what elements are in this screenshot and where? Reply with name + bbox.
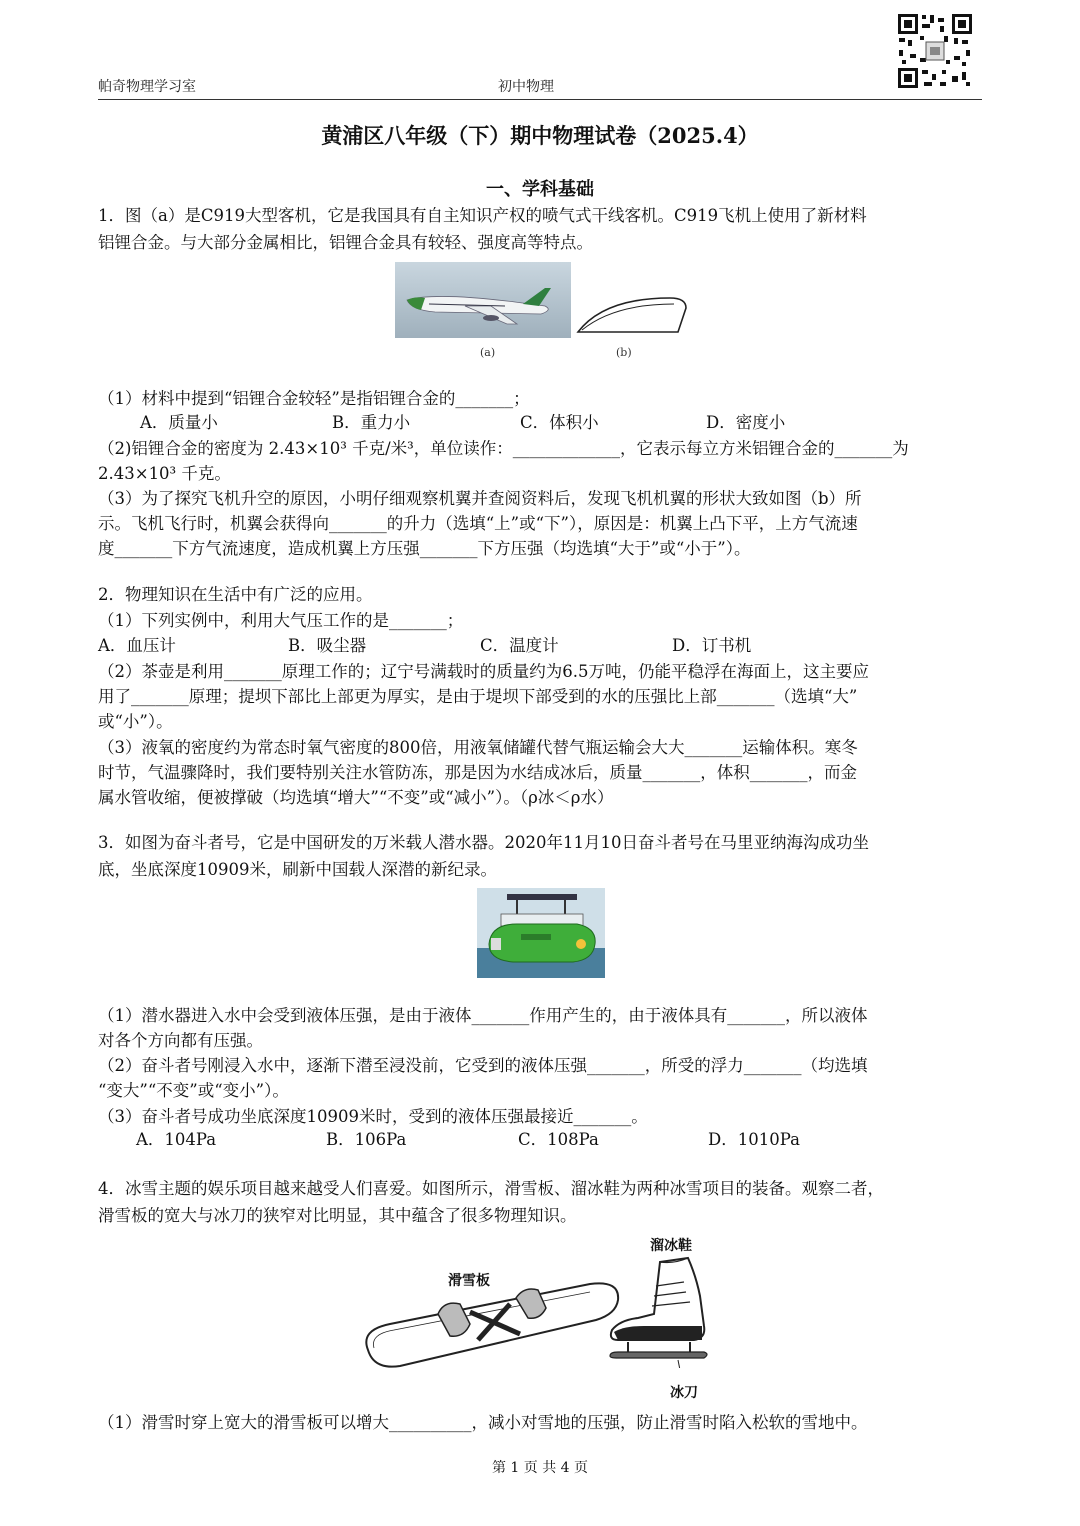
q2-sub3-line3: 属水管收缩，便被撑破（均选填“增大”“不变”或“减小”）。（ρ冰＜ρ水） (98, 788, 614, 807)
q1-sub1: （1）材料中提到“铝锂合金较轻”是指铝锂合金的_______； (98, 389, 530, 408)
q3-option-c: C．108Pa (518, 1130, 599, 1149)
label-skate: 溜冰鞋 (650, 1238, 692, 1254)
header-left: 帕奇物理学习室 (98, 79, 196, 95)
snowboard-illustration (360, 1270, 624, 1386)
q4-stem-line1: 4．冰雪主题的娱乐项目越来越受人们喜爱。如图所示，滑雪板、溜冰鞋为两种冰雪项目的装备。观察二者， (98, 1179, 884, 1198)
q2-option-d: D．订书机 (672, 636, 752, 655)
q2-option-b: B．吸尘器 (288, 636, 367, 655)
q2-sub3-line2: 时节，气温骤降时，我们要特别关注水管防冻，那是因为水结成冰后，质量_______，体积_______，而金 (98, 763, 857, 782)
q1-sub3-line3: 度_______下方气流速度，造成机翼上方压强_______下方压强（均选填“大于”或“小于”）。 (98, 539, 751, 558)
qr-code (896, 12, 974, 94)
q2-option-a: A．血压计 (98, 636, 176, 655)
q1-option-c: C．体积小 (520, 413, 599, 432)
q4-stem-line2: 滑雪板的宽大与冰刀的狭窄对比明显，其中蕴含了很多物理知识。 (98, 1206, 577, 1225)
q1-option-a: A．质量小 (140, 413, 218, 432)
q1-sub3-line2: 示。飞机飞行时，机翼会获得向_______的升力（选填“上”或“下”），原因是：机翼上凸下平，上方气流速 (98, 514, 858, 533)
q3-sub2-line1: （2）奋斗者号刚浸入水中，逐渐下潜至浸没前，它受到的液体压强_______，所受的浮力_______（均选填 (98, 1056, 868, 1075)
label-blade: 冰刀 (670, 1385, 698, 1401)
q2-options (98, 634, 982, 658)
q1-option-d: D．密度小 (706, 413, 786, 432)
q3-option-b: B．106Pa (326, 1130, 407, 1149)
q3-sub2-line2: “变大”“不变”或“变小”）。 (98, 1081, 289, 1100)
caption-a: (a) (480, 346, 496, 359)
q2-sub3-line1: （3）液氧的密度约为常态时氧气密度的800倍，用液氧储罐代替气瓶运输会大大_______运输体积。寒冬 (98, 738, 858, 757)
q3-sub1-line2: 对各个方向都有压强。 (98, 1031, 263, 1050)
section-heading: 一、学科基础 (486, 179, 594, 200)
q4-sub1: （1）滑雪时穿上宽大的滑雪板可以增大__________，减小对雪地的压强，防止滑雪时陷入松软的雪地中。 (98, 1413, 868, 1432)
caption-b: (b) (616, 346, 632, 359)
airplane-photo (395, 262, 571, 342)
q1-option-b: B．重力小 (332, 413, 411, 432)
q2-option-c: C．温度计 (480, 636, 559, 655)
q3-option-a: A．104Pa (136, 1130, 217, 1149)
header-center: 初中物理 (498, 79, 554, 95)
q3-stem-line1: 3．如图为奋斗者号，它是中国研发的万米载人潜水器。2020年11月10日奋斗者号在马里亚纳海沟成功坐 (98, 833, 869, 852)
q3-sub1-line1: （1）潜水器进入水中会受到液体压强，是由于液体_______作用产生的，由于液体具有_______，所以液体 (98, 1006, 868, 1025)
q2-sub2-line2: 用了_______原理；提坝下部比上部更为厚实，是由于堤坝下部受到的水的压强比上部_______（选填“大” (98, 687, 858, 706)
q3-options (98, 1128, 982, 1152)
submersible-photo (477, 888, 605, 982)
header-rule (98, 99, 982, 100)
q1-options (98, 411, 982, 435)
q3-option-d: D．1010Pa (708, 1130, 800, 1149)
q1-sub2-line2: 2.43×10³ 千克。 (98, 464, 231, 483)
q2-sub2-line1: （2）茶壶是利用_______原理工作的；辽宁号满载时的质量约为6.5万吨，仍能平稳浮在海面上，这主要应 (98, 662, 869, 681)
q1-stem-line1: 1．图（a）是C919大型客机，它是我国具有自主知识产权的喷气式干线客机。C919飞机上使用了新材料 (98, 206, 867, 225)
q2-stem: 2．物理知识在生活中有广泛的应用。 (98, 585, 373, 604)
q2-sub1: （1）下列实例中，利用大气压工作的是_______； (98, 611, 464, 630)
page-footer: 第 1 页 共 4 页 (491, 1460, 589, 1476)
q3-stem-line2: 底，坐底深度10909米，刷新中国载人深潜的新纪录。 (98, 860, 497, 879)
q1-stem-line2: 铝锂合金。与大部分金属相比，铝锂合金具有较轻、强度高等特点。 (98, 233, 593, 252)
ice-skate-illustration (604, 1256, 714, 1372)
q2-sub2-line3: 或“小”）。 (98, 712, 173, 731)
q1-sub2-line1: （2)铝锂合金的密度为 2.43×10³ 千克/米³，单位读作：_____________，它表示每立方米铝锂合金的_______为 (98, 439, 909, 458)
wing-profile-diagram (574, 292, 694, 344)
page-title: 黄浦区八年级（下）期中物理试卷（2025.4） (321, 123, 759, 148)
q1-sub3-line1: （3）为了探究飞机升空的原因，小明仔细观察机翼并查阅资料后，发现飞机机翼的形状大致如图（b）所 (98, 489, 862, 508)
label-snowboard: 滑雪板 (448, 1273, 490, 1289)
q3-sub3: （3）奋斗者号成功坐底深度10909米时，受到的液体压强最接近_______。 (98, 1107, 648, 1126)
